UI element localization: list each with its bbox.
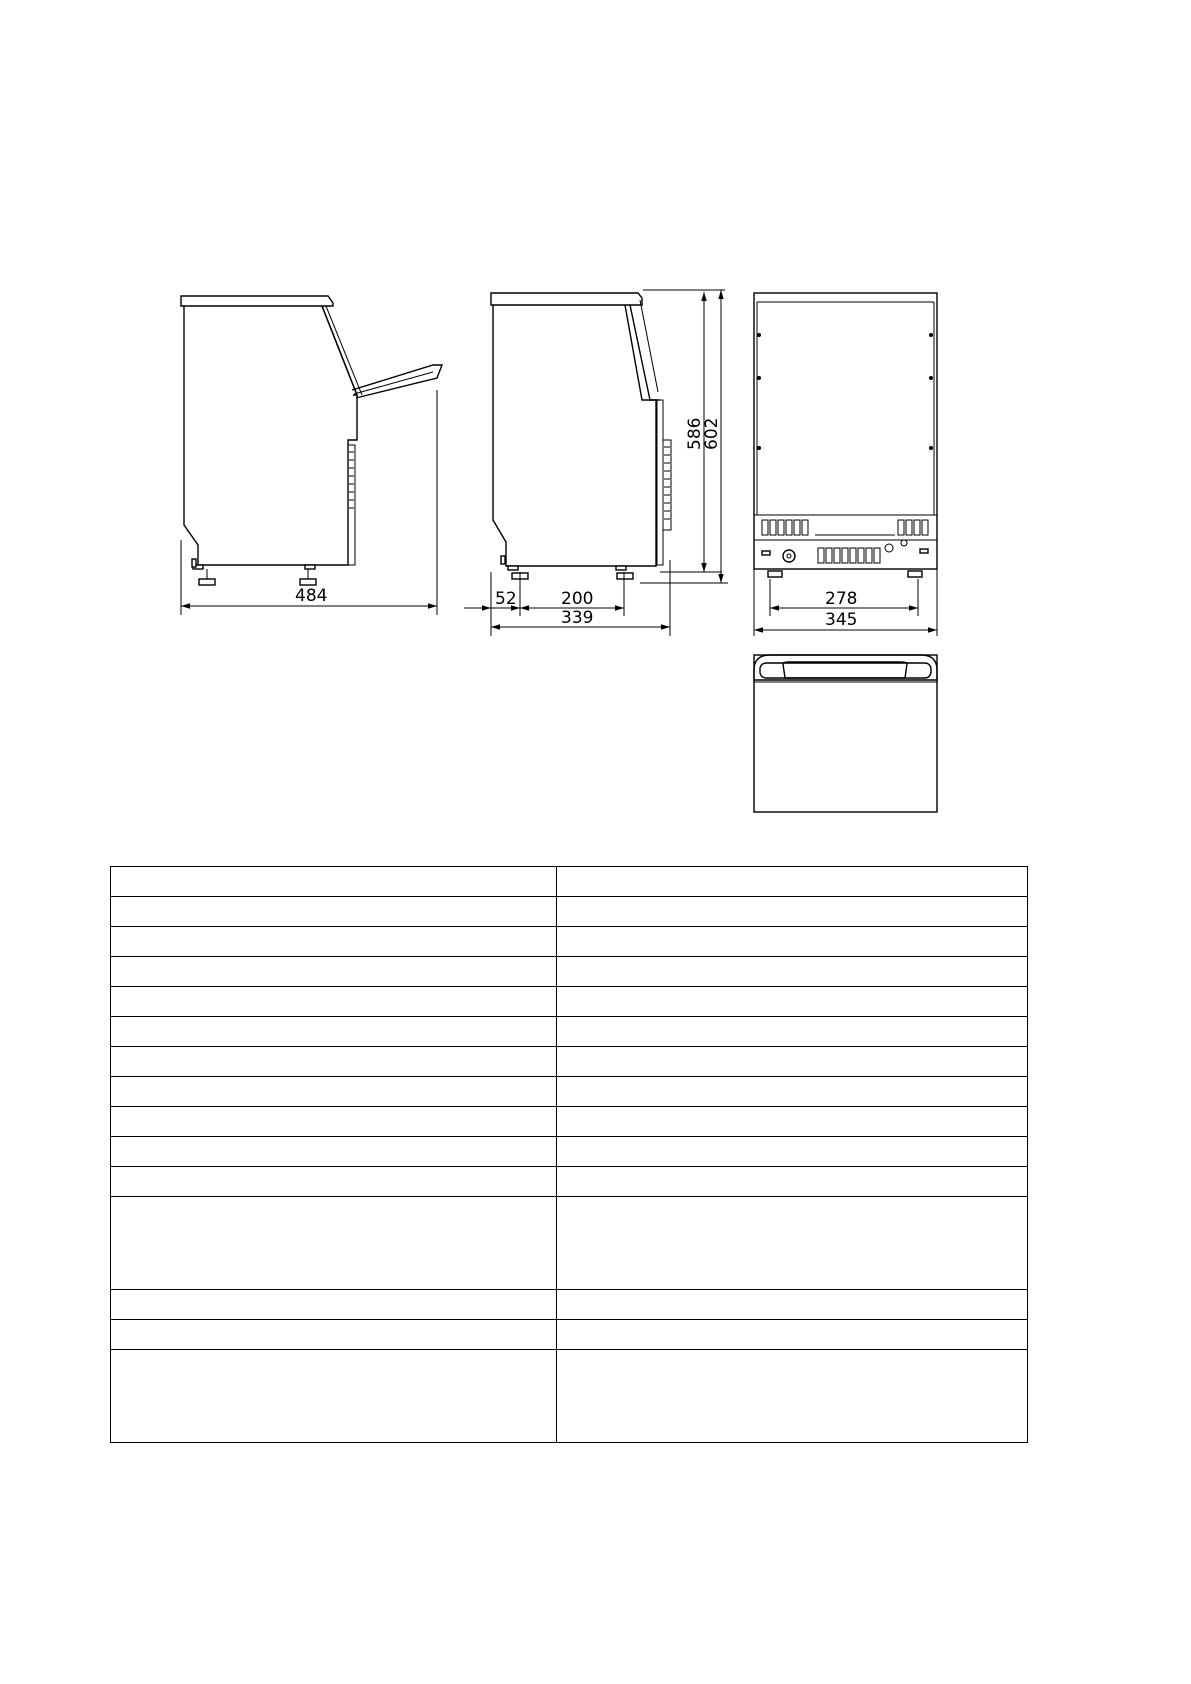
side-view-middle: [491, 293, 671, 579]
spec-label-cell: [111, 987, 557, 1017]
spec-label-cell: [111, 1017, 557, 1047]
spec-value-cell: [557, 1137, 1028, 1167]
table-row: [111, 1017, 1028, 1047]
table-row: [111, 1047, 1028, 1077]
table-row: [111, 1137, 1028, 1167]
spec-value-cell: [557, 1290, 1028, 1320]
top-view: [754, 655, 937, 812]
spec-label-cell: [111, 1320, 557, 1350]
spec-value-cell: [557, 1350, 1028, 1443]
spec-label-cell: [111, 1350, 557, 1443]
spec-value-cell: [557, 1197, 1028, 1290]
dim-200-label: 200: [561, 589, 594, 609]
dim-52-label: 52: [495, 589, 517, 609]
table-row: [111, 927, 1028, 957]
table-row: [111, 1197, 1028, 1290]
table-row: [111, 867, 1028, 897]
dimension-widths: [754, 569, 937, 636]
spec-label-cell: [111, 1137, 557, 1167]
spec-value-cell: [557, 897, 1028, 927]
spec-label-cell: [111, 927, 557, 957]
spec-value-cell: [557, 1017, 1028, 1047]
spec-label-cell: [111, 1290, 557, 1320]
table-row: [111, 1320, 1028, 1350]
table-row: [111, 897, 1028, 927]
dim-278-label: 278: [825, 589, 858, 609]
spec-label-cell: [111, 867, 557, 897]
spec-value-cell: [557, 1107, 1028, 1137]
spec-value-cell: [557, 987, 1028, 1017]
dim-586-label: 586: [685, 417, 705, 450]
rear-view: [754, 293, 937, 577]
table-row: [111, 957, 1028, 987]
dimension-heights: [640, 290, 728, 583]
table-row: [111, 1107, 1028, 1137]
spec-label-cell: [111, 897, 557, 927]
spec-value-cell: [557, 957, 1028, 987]
spec-label-cell: [111, 1077, 557, 1107]
spec-value-cell: [557, 1320, 1028, 1350]
spec-label-cell: [111, 957, 557, 987]
spec-label-cell: [111, 1167, 557, 1197]
table-row: [111, 1167, 1028, 1197]
table-row: [111, 1350, 1028, 1443]
table-row: [111, 1290, 1028, 1320]
spec-value-cell: [557, 1047, 1028, 1077]
table-row: [111, 987, 1028, 1017]
specification-table: [110, 866, 1028, 1443]
spec-value-cell: [557, 1167, 1028, 1197]
spec-value-cell: [557, 867, 1028, 897]
dim-345-label: 345: [825, 610, 858, 630]
dim-484-label: 484: [295, 586, 328, 606]
spec-value-cell: [557, 927, 1028, 957]
dim-602-label: 602: [702, 417, 722, 450]
spec-label-cell: [111, 1047, 557, 1077]
table-row: [111, 1077, 1028, 1107]
spec-value-cell: [557, 1077, 1028, 1107]
side-view-left: [181, 296, 442, 585]
dim-339-label: 339: [561, 608, 594, 628]
spec-label-cell: [111, 1197, 557, 1290]
dimension-depths: [464, 560, 670, 636]
spec-label-cell: [111, 1107, 557, 1137]
